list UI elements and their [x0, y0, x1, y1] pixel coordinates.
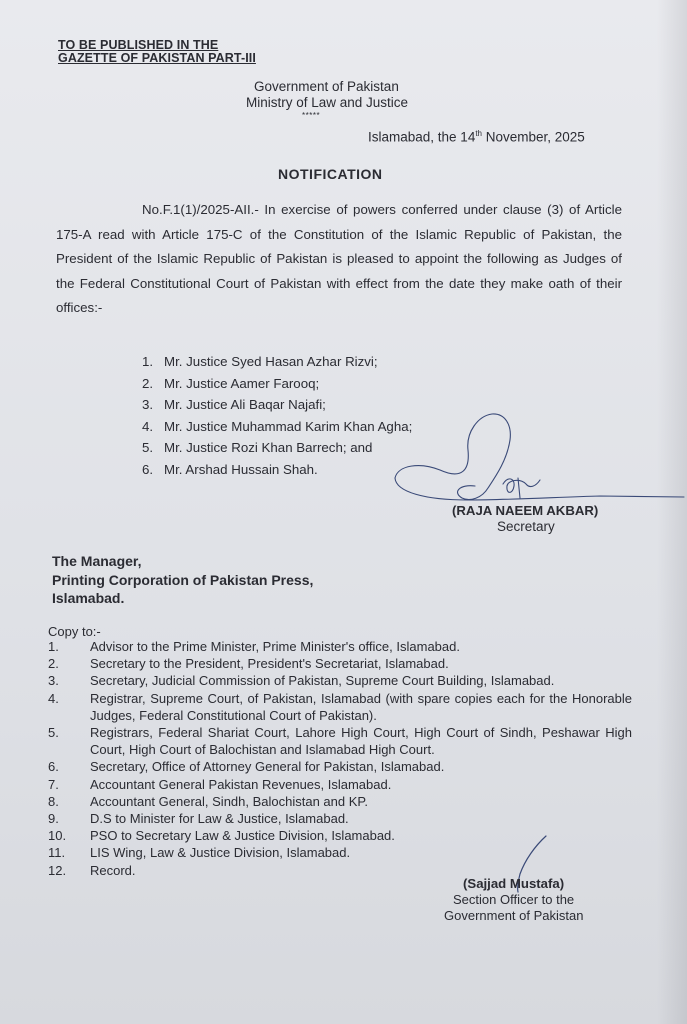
- copy-to-number: 10.: [48, 828, 67, 844]
- header-stars: *****: [302, 111, 321, 120]
- copy-to-number: 5.: [48, 725, 59, 741]
- judge-name: Mr. Justice Aamer Farooq;: [164, 375, 320, 391]
- copy-to-text: D.S to Minister for Law & Justice, Islamabad.: [90, 811, 349, 827]
- section-officer-designation-1: Section Officer to the: [453, 892, 575, 907]
- addressee-line-1: The Manager,: [52, 553, 142, 569]
- copy-to-number: 3.: [48, 673, 59, 689]
- copy-to-number: 7.: [48, 776, 59, 792]
- copy-to-text: Registrars, Federal Shariat Court, Lahore High Court, High Court of Sindh, Peshawar High Court, High Court of Balochistan and Islamabad High Court.: [90, 725, 632, 758]
- copy-to-number: 4.: [48, 690, 59, 706]
- copy-to-text: PSO to Secretary Law & Justice Division, Islamabad.: [90, 828, 395, 844]
- copy-to-text: Registrar, Supreme Court, of Pakistan, Islamabad (with spare copies each for the Honorable Judges, Federal Constitutional Court of Pakistan).: [90, 690, 632, 723]
- gazette-line-1: TO BE PUBLISHED IN THE: [58, 38, 219, 52]
- copy-to-number: 6.: [48, 759, 59, 775]
- judge-name: Mr. Justice Muhammad Karim Khan Agha;: [164, 418, 413, 434]
- addressee-line-3: Islamabad.: [52, 590, 125, 606]
- copy-to-number: 8.: [48, 793, 59, 809]
- judge-number: 4.: [142, 418, 154, 434]
- copy-to-number: 9.: [48, 811, 59, 827]
- date-superscript: th: [475, 129, 482, 138]
- date-prefix: Islamabad, the 14: [368, 129, 476, 145]
- judge-number: 5.: [142, 440, 154, 456]
- judge-name: Mr. Arshad Hussain Shah.: [164, 461, 318, 477]
- copy-to-label: Copy to:-: [48, 624, 101, 639]
- secretary-designation: Secretary: [497, 519, 555, 534]
- section-officer-name: (Sajjad Mustafa): [463, 876, 565, 891]
- judge-number: 3.: [142, 397, 154, 413]
- copy-to-text: LIS Wing, Law & Justice Division, Islamabad.: [90, 845, 351, 861]
- copy-to-text: Accountant General Pakistan Revenues, Islamabad.: [90, 776, 392, 792]
- judge-name: Mr. Justice Rozi Khan Barrech; and: [164, 440, 373, 456]
- addressee-line-2: Printing Corporation of Pakistan Press,: [52, 571, 314, 588]
- section-officer-designation-2: Government of Pakistan: [444, 908, 584, 923]
- secretary-name: (RAJA NAEEM AKBAR): [452, 503, 599, 518]
- copy-to-number: 12.: [48, 862, 67, 878]
- notification-title: NOTIFICATION: [278, 166, 383, 182]
- date-suffix: November, 2025: [482, 129, 585, 145]
- judge-name: Mr. Justice Syed Hasan Azhar Rizvi;: [164, 354, 378, 369]
- copy-to-number: 2.: [48, 656, 59, 672]
- copy-to-text: Secretary to the President, President's Secretariat, Islamabad.: [90, 656, 449, 672]
- gazette-line-2: GAZETTE OF PAKISTAN PART-III: [58, 51, 256, 65]
- copy-to-number: 1.: [48, 639, 59, 654]
- copy-to-text: Advisor to the Prime Minister, Prime Minister's office, Islamabad.: [90, 639, 460, 654]
- judge-name: Mr. Justice Ali Baqar Najafi;: [164, 397, 326, 413]
- judge-number: 6.: [142, 461, 154, 477]
- government-heading: Government of Pakistan: [254, 79, 399, 94]
- copy-to-text: Record.: [90, 862, 136, 878]
- copy-to-text: Accountant General, Sindh, Balochistan and KP.: [90, 793, 369, 809]
- judge-number: 1.: [142, 354, 154, 369]
- ministry-heading: Ministry of Law and Justice: [246, 95, 409, 110]
- judge-number: 2.: [142, 375, 154, 391]
- copy-to-text: Secretary, Judicial Commission of Pakistan, Supreme Court Building, Islamabad.: [90, 673, 555, 689]
- body-paragraph-text: No.F.1(1)/2025-AII.- In exercise of powers conferred under clause (3) of Article 175-A read with Article 175-C of the Constitution of the Islamic Republic of Pakistan, the President of the Islamic Republic of Pakistan is pleased to appoint the following as Judges of the Federal Constitutional Court of Pakistan with effect from the date they make oath of their offices:-: [56, 202, 622, 316]
- copy-to-number: 11.: [48, 845, 66, 861]
- copy-to-text: Secretary, Office of Attorney General for Pakistan, Islamabad.: [90, 759, 445, 775]
